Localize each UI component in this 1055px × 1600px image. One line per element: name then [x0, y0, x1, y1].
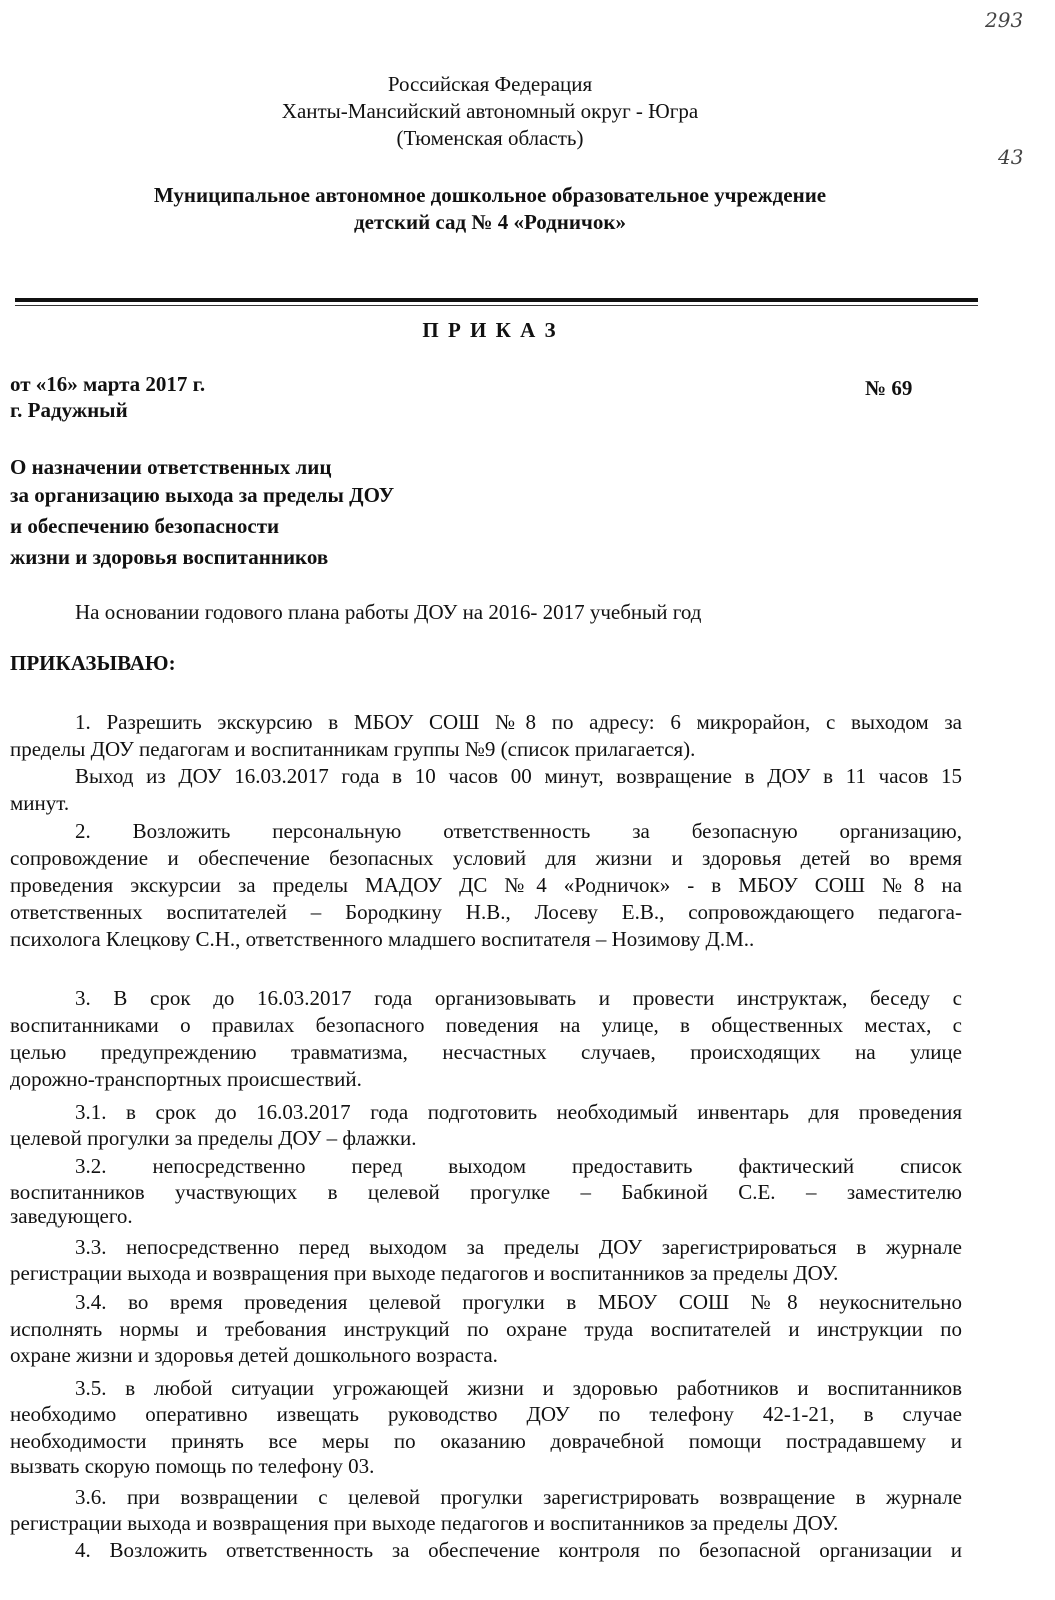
subject-line: жизни и здоровья воспитанников	[10, 545, 329, 569]
subject-line: и обеспечению безопасности	[10, 514, 280, 538]
handwritten-page-number: 293	[985, 8, 1024, 32]
header-region: Ханты-Мансийский автономный округ - Югра	[281, 99, 699, 123]
body-line: необходимо оперативно извещать руководство ДОУ по телефону 42-1-21, в случае	[10, 1402, 962, 1426]
body-line: вызвать скорую помощь по телефону 03.	[10, 1454, 375, 1478]
body-line: целевой прогулки за пределы ДОУ – флажки.	[10, 1126, 417, 1150]
body-line: Выход из ДОУ 16.03.2017 года в 10 часов 00 минут, возвращение в ДОУ в 11 часов 15	[75, 764, 962, 788]
order-date: от «16» марта 2017 г.	[10, 372, 206, 396]
body-line: 3.1. в срок до 16.03.2017 года подготовить необходимый инвентарь для проведения	[75, 1100, 962, 1124]
order-title: П Р И К А З	[422, 318, 558, 342]
header-divider-thick	[15, 298, 978, 302]
body-line: сопровождение и обеспечение безопасных условий для жизни и здоровья детей во время	[10, 846, 962, 870]
handwritten-sheet-number: 43	[998, 145, 1024, 169]
body-line: дорожно-транспортных происшествий.	[10, 1067, 362, 1091]
header-org-line1: Муниципальное автономное дошкольное образовательное учреждение	[153, 183, 827, 207]
body-line: 3.2. непосредственно перед выходом предоставить фактический список	[75, 1154, 962, 1178]
body-line: пределы ДОУ педагогам и воспитанникам группы №9 (список прилагается).	[10, 737, 696, 761]
header-oblast: (Тюменская область)	[396, 126, 584, 150]
body-line: необходимости принять все меры по оказанию доврачебной помощи пострадавшему и	[10, 1429, 962, 1453]
body-line: проведения экскурсии за пределы МАДОУ ДС №4 «Родничок» - в МБОУ СОШ №8 на	[10, 873, 962, 897]
body-line: 3. В срок до 16.03.2017 года организовывать и провести инструктаж, беседу с	[75, 986, 962, 1010]
body-line: 3.5. в любой ситуации угрожающей жизни и здоровью работников и воспитанников	[75, 1376, 962, 1400]
header-country: Российская Федерация	[387, 72, 593, 96]
body-line: регистрации выхода и возвращения при выходе педагогов и воспитанников за пределы ДОУ.	[10, 1261, 839, 1285]
basis-text: На основании годового плана работы ДОУ на 2016- 2017 учебный год	[75, 600, 702, 624]
order-city: г. Радужный	[10, 398, 128, 422]
body-line: 3.3. непосредственно перед выходом за пределы ДОУ зарегистрироваться в журнале	[75, 1235, 962, 1259]
order-number: № 69	[865, 376, 913, 400]
header-org-line2: детский сад № 4 «Родничок»	[354, 210, 626, 234]
command-heading: ПРИКАЗЫВАЮ:	[10, 651, 176, 675]
body-line: охране жизни и здоровья детей дошкольного возраста.	[10, 1343, 498, 1367]
body-line: 4. Возложить ответственность за обеспечение контроля по безопасной организации и	[75, 1538, 962, 1562]
body-line: психолога Клецкову С.Н., ответственного младшего воспитателя – Нозимову Д.М..	[10, 927, 755, 951]
body-line: регистрации выхода и возвращения при выходе педагогов и воспитанников за пределы ДОУ.	[10, 1511, 839, 1535]
header-divider-thin	[15, 305, 978, 306]
body-line: 1. Разрешить экскурсию в МБОУ СОШ №8 по адресу: 6 микрорайон, с выходом за	[75, 710, 962, 734]
body-line: ответственных воспитателей – Бородкину Н.В., Лосеву Е.В., сопровождающего педагога-	[10, 900, 962, 924]
body-line: целью предупреждению травматизма, несчастных случаев, происходящих на улице	[10, 1040, 962, 1064]
body-line: воспитанников участвующих в целевой прогулке – Бабкиной С.Е. – заместителю	[10, 1180, 962, 1204]
body-line: минут.	[10, 791, 70, 815]
body-line: 3.6. при возвращении с целевой прогулки зарегистрировать возвращение в журнале	[75, 1485, 962, 1509]
subject-line: О назначении ответственных лиц	[10, 455, 332, 479]
subject-line: за организацию выхода за пределы ДОУ	[10, 483, 395, 507]
body-line: исполнять нормы и требования инструкций по охране труда воспитателей и инструкции по	[10, 1317, 962, 1341]
body-line: воспитанниками о правилах безопасного поведения на улице, в общественных местах, с	[10, 1013, 962, 1037]
body-line: заведующего.	[10, 1204, 133, 1228]
body-line: 3.4. во время проведения целевой прогулки в МБОУ СОШ №8 неукоснительно	[75, 1290, 962, 1314]
body-line: 2. Возложить персональную ответственность за безопасную организацию,	[75, 819, 962, 843]
